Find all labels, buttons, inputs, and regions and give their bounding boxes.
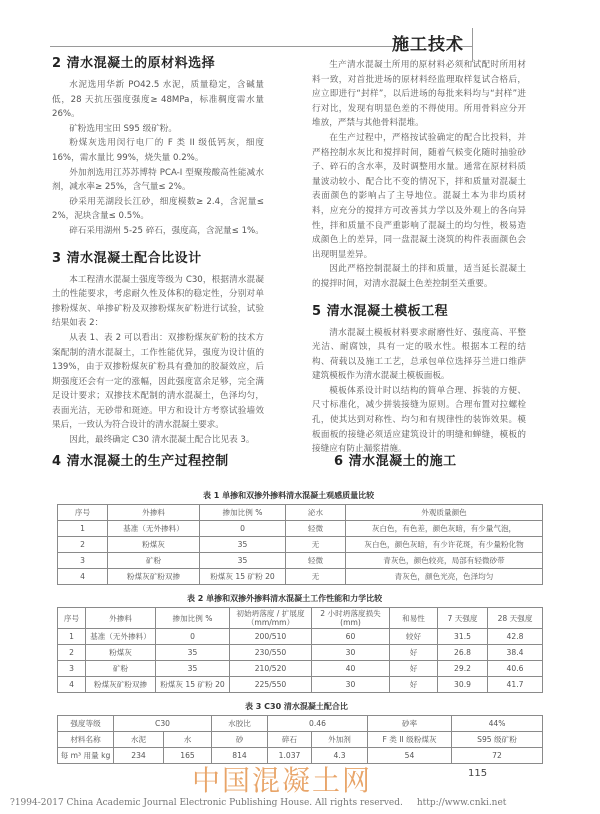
table-cell: 水胶比 [212,716,268,732]
table-cell: 1.037 [268,748,312,764]
table-row [58,553,543,569]
table-cell: 基准（无外掺料） [108,521,200,537]
copyright-line [10,798,506,809]
table-cell: 外加剂 [312,732,368,748]
site-link[interactable]: http://www.cnki.net [416,798,507,808]
table-row [58,661,543,677]
table-cell: 材料名称 [58,732,114,748]
table-header-row [58,608,543,629]
table-cell: 较好 [390,629,438,645]
table-cell: 42.8 [488,629,543,645]
table-header-cell: 掺加比例 % [200,505,286,521]
table-cell: 30.9 [438,677,488,693]
table-header-cell: 2 小时坍落度损失(mm) [312,608,390,629]
table-cell: 0.46 [268,716,368,732]
table-cell: 165 [164,748,212,764]
table-row [58,521,543,537]
table-cell: F 类 II 级粉煤灰 [368,732,452,748]
table-cell: 矿粉 [108,553,200,569]
paragraph: 生产清水混凝土所用的原材料必须和试配时所用材料一致，对首批进场的原材料经监理取样复试合格后，应立即进行“封样”，以后进场的每批来料均与“封样”进行对比，发现有明显色差的不得使用。所用骨料应分开堆放，严禁与其他骨料混堆。 [312,60,526,129]
table1-caption: 表 1 单掺和双掺外掺料清水混凝土观感质量比较 [203,491,375,500]
table-cell: 轻微 [286,521,346,537]
table-row [58,732,543,748]
table-cell: 无 [286,569,346,585]
table-cell: 225/550 [230,677,312,693]
table-cell: 31.5 [438,629,488,645]
table-cell: 水 [164,732,212,748]
header-divider-vertical [472,28,473,62]
table-row [58,677,543,693]
table-cell: 40 [312,661,390,677]
table-cell: 灰白色，有色差，颜色灰暗，有少量气泡， [346,521,543,537]
paragraph: 碎石采用湖州 5-25 碎石，强度高，含泥量≤ 1%。 [69,225,264,236]
table-cell: 粉煤灰 [108,537,200,553]
watermark-logo: 中国混凝土网 [192,764,373,797]
table-cell: 粉煤灰 15 矿粉 20 [156,677,230,693]
table-cell: 粉煤灰矿粉双掺 [108,569,200,585]
table-header-cell: 外掺料 [86,608,156,629]
heading-section-2: 2 清水混凝土的原材料选择 [52,56,216,71]
table-cell: 青灰色，颜色光亮，色泽均匀 [346,569,543,585]
table-cell: 40.6 [488,661,543,677]
table-header-cell: 初始坍落度 / 扩展度（mm/mm） [230,608,312,629]
paragraph: 本工程清水混凝土强度等级为 C30，根据清水混凝土的性能要求，考虑耐久性及体积的稳定性，分别对单掺粉煤灰、单掺矿粉及双掺粉煤灰矿粉进行试验，试验结果如表 2： [52,274,264,329]
table-cell: 35 [156,661,230,677]
table-row [58,537,543,553]
paragraph: 外加剂选用江苏苏博特 PCA-I 型聚羧酸高性能减水剂，减水率≥ 25%，含气量≤ 2%。 [52,167,264,193]
table-row [58,748,543,764]
table-cell: 砂 [212,732,268,748]
table-header-cell: 掺加比例 % [156,608,230,629]
page-number: 115 [468,768,488,779]
table-cell: 0 [200,521,286,537]
table-cell: 54 [368,748,452,764]
table-header-cell: 外观质量颜色 [346,505,543,521]
table-cell: 72 [452,748,543,764]
table-cell: C30 [114,716,212,732]
heading-section-4: 4 清水混凝土的生产过程控制 [52,454,229,469]
table3 [57,715,543,764]
table-cell: 2 [58,537,108,553]
copyright-text: ?1994-2017 China Academic Journal Electronic Publishing House. All rights reserved. [10,798,403,808]
table-cell: 碎石 [268,732,312,748]
right-column [312,58,526,455]
heading-section-5: 5 清水混凝土模板工程 [312,303,449,319]
table-cell: 水泥 [114,732,164,748]
table-cell: 814 [212,748,268,764]
table-cell: 29.2 [438,661,488,677]
table-cell: 44% [452,716,543,732]
heading-section-6: 6 清水混凝土的施工 [334,454,457,469]
table-cell: 好 [390,677,438,693]
table-cell: 无 [286,537,346,553]
table-row [58,629,543,645]
paragraph: 因此，最终确定 C30 清水混凝土配合比见表 3。 [69,435,255,446]
table-cell: 粉煤灰 [86,645,156,661]
paragraph: 在生产过程中，严格按试验确定的配合比投料，并严格控制水灰比和搅拌时间，随着气候变化随时抽验砂子、碎石的含水率，及时调整用水量。通常在原材料质量波动较小、配合比不变的情况下，拌和质量对混凝土表面颜色的影响占了主导地位。混凝土本为非均质材料，应充分的搅拌方可改善其力学以及外观上的各向异性，拌和质量不良严重影响了混凝土的均匀性，极易造成颜色上的差异，同一盘混凝土浇筑的构件表面颜色会出现明显差异。 [312,132,526,260]
table-cell: 4 [58,677,86,693]
left-column [52,56,264,448]
table-cell: 强度等级 [58,716,114,732]
table-cell: 3 [58,553,108,569]
table-cell: 30 [312,645,390,661]
table-cell: 矿粉 [86,661,156,677]
table-header-cell: 28 天强度 [488,608,543,629]
paragraph: 矿粉选用宝田 S95 级矿粉。 [69,123,177,134]
table-cell: 4 [58,569,108,585]
table-cell: S95 级矿粉 [452,732,543,748]
table-header-cell: 和易性 [390,608,438,629]
table-cell: 粉煤灰 15 矿粉 20 [200,569,286,585]
table-cell: 210/520 [230,661,312,677]
table-header-cell: 7 天强度 [438,608,488,629]
table-header-cell: 序号 [58,505,108,521]
table-cell: 4.3 [312,748,368,764]
table1 [57,504,543,585]
table2-caption: 表 2 单掺和双掺外掺料清水混凝土工作性能和力学比较 [187,594,383,603]
section-label: 施工技术 [392,35,464,55]
table-cell: 26.8 [438,645,488,661]
table-row [58,569,543,585]
table3-caption: 表 3 C30 清水混凝土配合比 [245,702,348,711]
table-cell: 30 [312,677,390,693]
table-cell: 234 [114,748,164,764]
paragraph: 砂采用芜湖段长江砂，细度模数≥ 2.4，含泥量≤ 2%，泥块含量≤ 0.5%。 [52,196,264,222]
table-cell: 35 [200,553,286,569]
paragraph: 粉煤灰选用闵行电厂的 F 类 II 级低钙灰，细度 16%，需水量比 99%，烧失量 0.2%。 [52,138,264,163]
table-cell: 3 [58,661,86,677]
table-cell: 230/550 [230,645,312,661]
table-cell: 35 [200,537,286,553]
table-header-cell: 序号 [58,608,86,629]
table-cell: 60 [312,629,390,645]
table-cell: 38.4 [488,645,543,661]
table-cell: 青灰色，颜色较亮，局部有轻微砂带 [346,553,543,569]
table2 [57,607,543,693]
table-cell: 轻微 [286,553,346,569]
table-cell: 200/510 [230,629,312,645]
table-cell: 0 [156,629,230,645]
heading-section-3: 3 清水混凝土配合比设计 [52,250,202,266]
table-row [58,716,543,732]
table-header-row [58,505,543,521]
table-cell: 1 [58,521,108,537]
paragraph: 从表 1、表 2 可以看出：双掺粉煤灰矿粉的技术方案配制的清水混凝土，工作性能优异，强度为设计值的 139%，由于双掺粉煤灰矿粉具有叠加的胶凝效应，后期强度还会有一定的涨幅，因此强度富余足够，完全满足设计要求；双掺技术配制的清水混凝土，色泽均匀，表面光洁，无砂带和斑迹。甲方和设计方考察试验墙效果后，一致认为符合设计的清水混凝土要求。 [52,332,264,431]
table-row [58,645,543,661]
paragraph: 水泥选用华新 PO42.5 水泥，质量稳定，含碱量低，28 天抗压强度强度≥ 48MPa，标准稠度需水量 26%。 [52,80,264,120]
table-cell: 灰白色，颜色灰暗，有少许花斑，有少量粉化物 [346,537,543,553]
table-cell: 好 [390,645,438,661]
table-cell: 基准（无外掺料） [86,629,156,645]
paragraph: 清水混凝土模板材料要求耐磨性好、强度高、平整光洁、耐腐蚀，具有一定的吸水性。根据本工程的结构、荷载以及施工工艺，总承包单位选择芬兰进口维萨建筑模板作为清水混凝土模板面板。 [312,327,526,382]
table-cell: 砂率 [368,716,452,732]
table-cell: 好 [390,661,438,677]
table-cell: 粉煤灰矿粉双掺 [86,677,156,693]
table-cell: 2 [58,645,86,661]
paragraph: 因此严格控制混凝土的拌和质量，适当延长混凝土的搅拌时间，对清水混凝土色差控制至关重要。 [312,264,526,289]
table-cell: 41.7 [488,677,543,693]
table-cell: 每 m³ 用量 kg [58,748,114,764]
table-header-cell: 外掺料 [108,505,200,521]
paragraph: 模板体系设计时以结构的简单合理、拆装的方便、尺寸标准化，减少拼装接缝为原则。合理布置对拉螺栓孔，使其达到对称性、均匀和有规律性的装饰效果。模板面板的接缝必须适应建筑设计的明缝和蝉缝，模板的接缝应有防止漏浆措施。 [312,385,526,455]
table-header-cell: 泌水 [286,505,346,521]
table-cell: 35 [156,645,230,661]
table-cell: 1 [58,629,86,645]
